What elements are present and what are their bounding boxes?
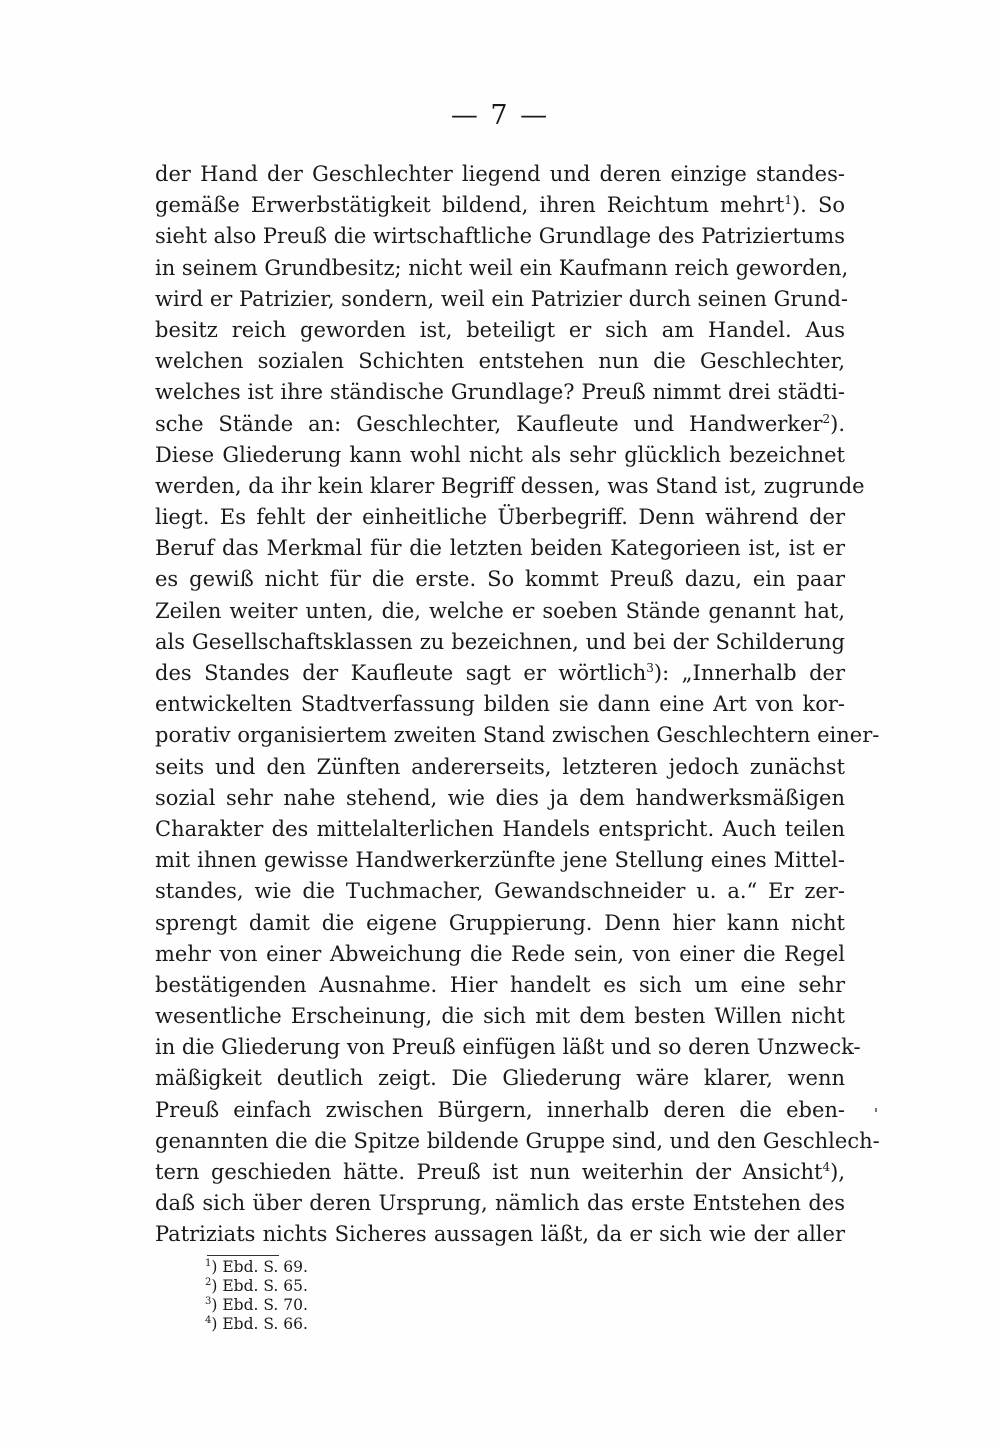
- line-text: mit ihnen gewisse Handwerkerzünfte jene Stellung eines Mittel-: [155, 848, 845, 873]
- text-line: [155, 502, 845, 533]
- text-line: [155, 720, 880, 751]
- line-text-tail: ): „Innerhalb der: [653, 661, 845, 685]
- text-line: [155, 1063, 845, 1094]
- line-text: bestätigenden Ausnahme. Hier handelt es sich um eine sehr: [155, 972, 845, 997]
- line-text: wesentliche Erscheinung, die sich mit dem besten Willen nicht: [155, 1004, 845, 1029]
- line-text: standes, wie die Tuchmacher, Gewandschneider u. a.“ Er zer-: [155, 879, 845, 904]
- text-line: [155, 689, 845, 720]
- text-line: [155, 1001, 845, 1032]
- line-text: daß sich über deren Ursprung, nämlich das erste Entstehen des: [155, 1191, 845, 1216]
- line-text: sprengt damit die eigene Gruppierung. Denn hier kann nicht: [155, 910, 845, 935]
- text-line: [155, 377, 845, 408]
- text-line: [155, 346, 845, 377]
- footnote-mark: 4: [205, 1314, 212, 1326]
- footnote-text: ) Ebd. S. 70.: [211, 1296, 308, 1314]
- line-text: sieht also Preuß die wirtschaftliche Grundlage des Patriziertums: [155, 224, 845, 249]
- footnote-text: ) Ebd. S. 65.: [211, 1277, 308, 1295]
- text-line: [155, 1219, 845, 1250]
- page-number: — 7 —: [450, 100, 550, 131]
- text-line: [155, 1032, 861, 1063]
- text-line: [155, 1188, 845, 1219]
- footnote-reference: 4: [822, 1160, 831, 1174]
- footnote-text: ) Ebd. S. 69.: [211, 1258, 308, 1276]
- line-text: Charakter des mittelalterlichen Handels entspricht. Auch teilen: [155, 816, 845, 841]
- text-line: [155, 253, 849, 284]
- line-text: mehr von einer Abweichung die Rede sein, von einer die Regel: [155, 941, 845, 966]
- margin-mark: [875, 1108, 877, 1112]
- line-text: in seinem Grundbesitz; nicht weil ein Kaufmann reich geworden,: [155, 255, 849, 280]
- text-line: [155, 1157, 845, 1188]
- line-text: Preuß einfach zwischen Bürgern, innerhalb deren die eben-: [155, 1097, 845, 1122]
- line-text: wird er Patrizier, sondern, weil ein Patrizier durch seinen Grund-: [155, 286, 849, 311]
- footnote-mark: 3: [205, 1295, 212, 1307]
- text-line: [155, 876, 845, 907]
- text-line: [155, 627, 845, 658]
- line-text: entwickelten Stadtverfassung bilden sie dann eine Art von kor-: [155, 692, 845, 717]
- line-text-tail: ). So: [791, 193, 845, 218]
- line-text: sozial sehr nahe stehend, wie dies ja dem handwerksmäßigen: [155, 785, 845, 810]
- line-text: porativ organisiertem zweiten Stand zwischen Geschlechtern einer-: [155, 723, 880, 748]
- text-line: [155, 845, 845, 876]
- line-text: als Gesellschaftsklassen zu bezeichnen, und bei der Schilderung: [155, 629, 845, 654]
- text-line: [155, 1095, 845, 1126]
- body-text: [155, 159, 880, 1251]
- line-text: gemäße Erwerbstätigkeit bildend, ihren Reichtum mehrt: [155, 193, 785, 218]
- footnote: [205, 1296, 505, 1315]
- text-line: [155, 315, 845, 346]
- text-line: [155, 783, 845, 814]
- text-line: [155, 658, 845, 689]
- line-text-tail: ).: [830, 411, 845, 436]
- line-text: Diese Gliederung kann wohl nicht als sehr glücklich bezeichnet: [155, 442, 845, 467]
- line-text: mäßigkeit deutlich zeigt. Die Gliederung wäre klarer, wenn: [155, 1066, 845, 1091]
- line-text: genannten die die Spitze bildende Gruppe sind, und den Geschlech-: [155, 1128, 880, 1153]
- text-line: [155, 752, 845, 783]
- footnote-text: ) Ebd. S. 66.: [211, 1315, 308, 1333]
- line-text: tern geschieden hätte. Preuß ist nun weiterhin der Ansicht: [155, 1160, 823, 1184]
- line-text: seits und den Zünften andererseits, letzteren jedoch zunächst: [155, 754, 845, 779]
- text-line: [155, 440, 845, 471]
- text-line: [155, 471, 865, 502]
- text-line: [155, 970, 845, 1001]
- footnote: [205, 1258, 505, 1277]
- line-text: sche Stände an: Geschlechter, Kaufleute und Handwerker: [155, 411, 823, 436]
- footnote-separator: [207, 1255, 279, 1256]
- line-text: liegt. Es fehlt der einheitliche Überbegriff. Denn während der: [155, 505, 845, 530]
- line-text: des Standes der Kaufleute sagt er wörtlich: [155, 661, 647, 685]
- footnote-mark: 1: [205, 1257, 212, 1269]
- footnote-reference: 2: [822, 411, 831, 426]
- line-text-tail: ),: [830, 1160, 845, 1184]
- text-line: [155, 190, 845, 221]
- line-text: in die Gliederung von Preuß einfügen läßt und so deren Unzweck-: [155, 1035, 861, 1060]
- text-line: [155, 908, 845, 939]
- footnotes: [205, 1258, 505, 1334]
- line-text: besitz reich geworden ist, beteiligt er sich am Handel. Aus: [155, 317, 845, 342]
- text-line: [155, 221, 845, 252]
- text-line: [155, 564, 845, 595]
- line-text: Patriziats nichts Sicheres aussagen läßt, da er sich wie der aller: [155, 1222, 845, 1247]
- footnote-mark: 2: [205, 1276, 212, 1288]
- line-text: der Hand der Geschlechter liegend und deren einzige standes-: [155, 162, 845, 186]
- footnote-reference: 3: [646, 661, 654, 675]
- line-text: welchen sozialen Schichten entstehen nun die Geschlechter,: [155, 349, 845, 374]
- footnote-reference: 1: [784, 193, 792, 208]
- footnote: [205, 1315, 505, 1334]
- text-line: [155, 159, 845, 190]
- line-text: Zeilen weiter unten, die, welche er soeben Stände genannt hat,: [155, 598, 845, 623]
- text-line: [155, 1126, 880, 1157]
- text-line: [155, 596, 845, 627]
- line-text: welches ist ihre ständische Grundlage? Preuß nimmt drei städti-: [155, 380, 845, 405]
- text-line: [155, 284, 849, 315]
- line-text: Beruf das Merkmal für die letzten beiden Kategorieen ist, ist er: [155, 536, 845, 561]
- text-line: [155, 409, 845, 440]
- text-line: [155, 939, 845, 970]
- line-text: werden, da ihr kein klarer Begriff dessen, was Stand ist, zugrunde: [155, 473, 865, 498]
- line-text: es gewiß nicht für die erste. So kommt Preuß dazu, ein paar: [155, 567, 845, 592]
- text-line: [155, 533, 845, 564]
- footnote: [205, 1277, 505, 1296]
- text-line: [155, 814, 845, 845]
